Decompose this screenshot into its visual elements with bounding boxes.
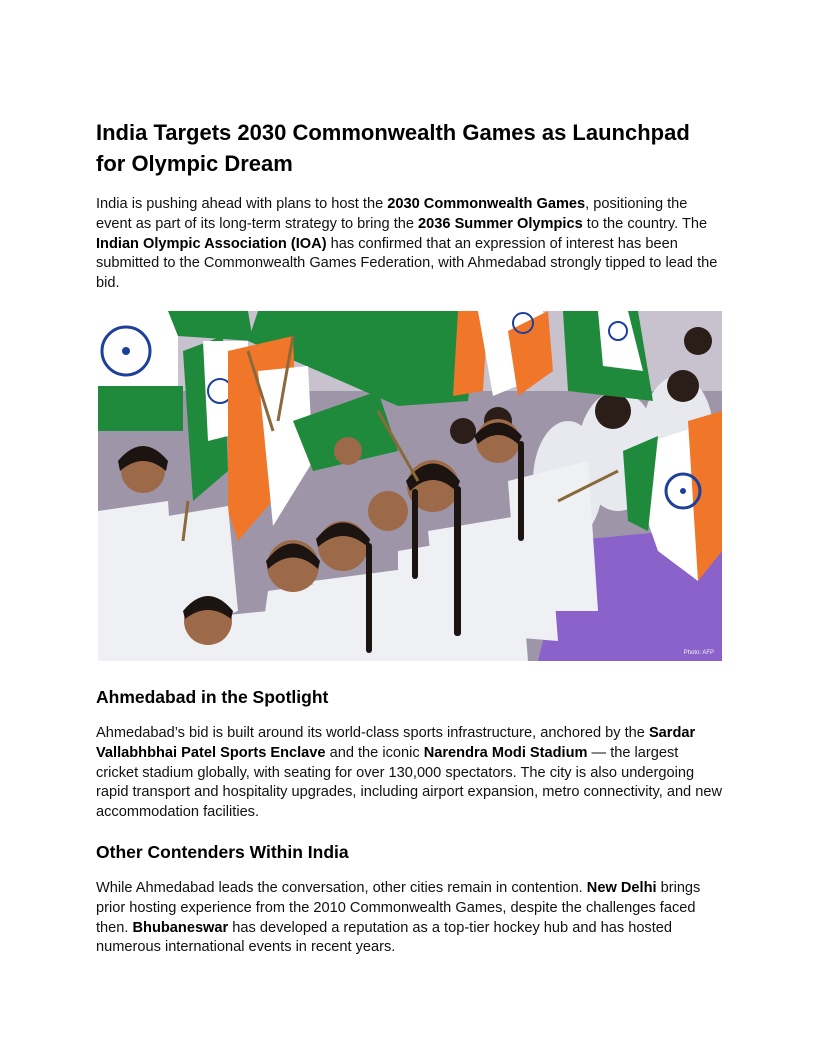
s1-text-2: and the iconic — [325, 744, 424, 761]
article-photo — [98, 311, 722, 661]
photo-credit: Photo: AFP — [683, 650, 714, 656]
intro-text-2: , positioning the event as part of its long-term strategy to bring the — [96, 196, 688, 232]
intro-bold-ioa: Indian Olympic Association (IOA) — [96, 235, 327, 252]
s2-bold-new-delhi: New Delhi — [586, 880, 657, 896]
intro-bold-olympics-2036: 2036 Summer Olympics — [418, 215, 583, 232]
s1-bold-stadium: Narendra Modi Stadium — [423, 744, 588, 761]
s2-text-2: brings prior hosting experience from the 2010 Commonwealth Games, despite the challenges faced then. — [96, 880, 701, 936]
intro-text-3: to the country. The — [582, 215, 708, 232]
s1-text-3: — the largest cricket stadium globally, with seating for over 130,000 spectators. The city is also undergoing rapid transport and hospitality upgrades, including airport expansion, metro connectivity, and new accommodation facilities. — [96, 744, 722, 821]
intro-text-4: has confirmed that an expression of interest has been submitted to the Commonwealth Games Federation, with Ahmedabad strongly tipped to lead the bid. — [96, 235, 718, 292]
intro-text-1: India is pushing ahead with plans to host the — [96, 196, 388, 212]
s2-text-3: has developed a reputation as a top-tier hockey hub and has hosted numerous international events in recent years. — [96, 919, 673, 956]
contenders-paragraph — [96, 879, 722, 958]
s2-text-1: While Ahmedabad leads the conversation, other cities remain in contention. — [96, 880, 587, 896]
section-heading-ahmedabad: Ahmedabad in the Spotlight — [96, 687, 329, 707]
article-title: India Targets 2030 Commonwealth Games as Launchpad for Olympic Dream — [96, 120, 690, 176]
s1-bold-sports-enclave: Sardar Vallabhbhai Patel Sports Enclave — [96, 725, 696, 761]
s1-text-1: Ahmedabad’s bid is built around its world-class sports infrastructure, anchored by the — [96, 725, 649, 741]
intro-bold-cwg-2030: 2030 Commonwealth Games — [387, 196, 586, 212]
s2-bold-bhubaneswar: Bhubaneswar — [132, 919, 229, 936]
intro-paragraph — [96, 195, 722, 294]
section-heading-contenders: Other Contenders Within India — [96, 842, 349, 862]
ahmedabad-paragraph — [96, 724, 722, 823]
photo-illustration — [98, 311, 722, 661]
